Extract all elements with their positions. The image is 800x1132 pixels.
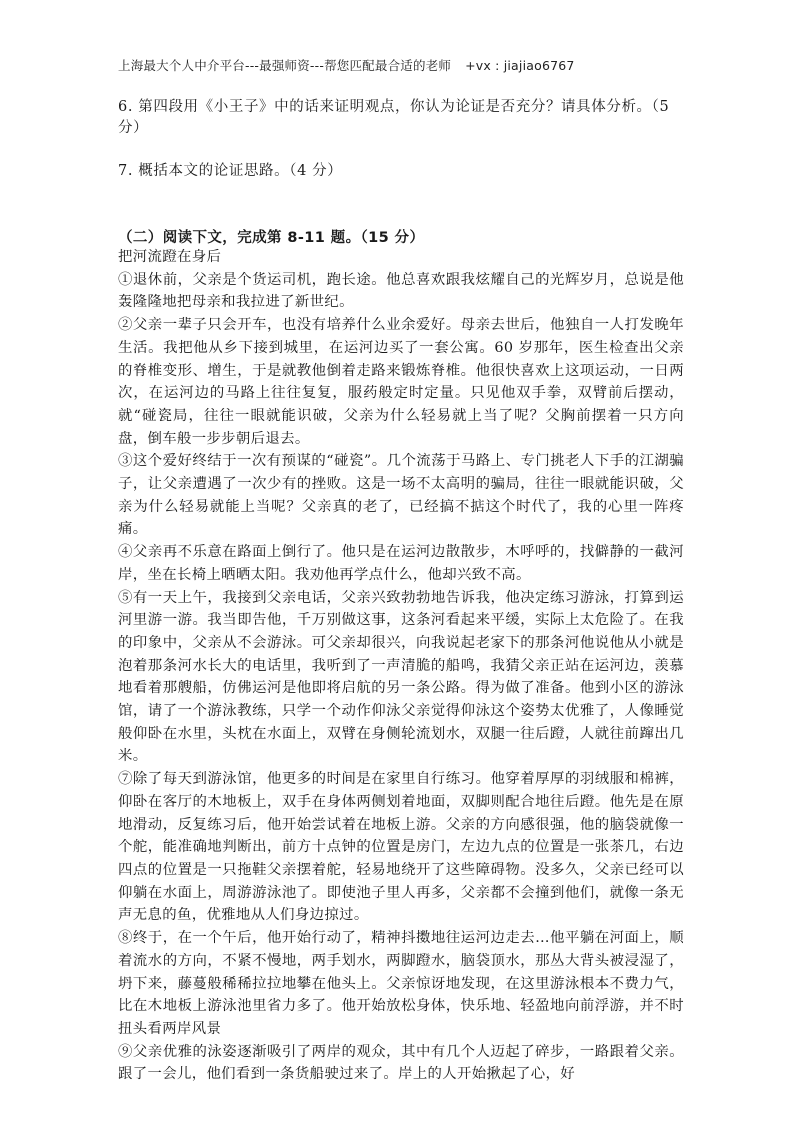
article-paragraph-5: ⑤有一天上午，我接到父亲电话，父亲兴致勃勃地告诉我，他决定练习游泳，打算到运河里游一游。我当即告他，千万别做这事，这条河看起来平缓，实际上太危险了。在我的印象中，父亲从不会游泳。可父亲却很兴，向我说起老家下的那条河他说他从小就是泡着那条河水长大的电话里，我听到了一声清脆的船鸣，我猜父亲正站在运河边，羡慕地看着那艘船，仿佛运河是他即将启航的另一条公路。得为做了准备。他到小区的游泳馆，请了一个游泳教练，只学一个动作仰泳父亲觉得仰泳这个姿势太优雅了，人像睡觉般仰卧在水里，头枕在水面上，双臂在身侧轮流划水，双腿一往后蹬，人就往前蹿出几米。: [118, 589, 684, 765]
page-header: [118, 56, 575, 74]
article-paragraph-7: ⑦除了每天到游泳馆，他更多的时间是在家里自行练习。他穿着厚厚的羽绒服和棉裤，仰卧在客厅的木地板上，双手在身体两侧划着地面，双脚则配合地往后蹬。他先是在原地滑动，反复练习后，他开始尝试着在地板上游。父亲的方向感很强，他的脑袋就像一个舵，能准确地判断出，前方十点钟的位置是房门，左边九点的位置是一张茶几，右边四点的位置是一只拖鞋父亲摆着舵，轻易地绕开了这些障碍物。没多久，父亲已经可以仰躺在水面上，周游游泳池了。即使池子里人再多，父亲都不会撞到他们，就像一条无声无息的鱼，优雅地从人们身边掠过。: [118, 771, 684, 924]
section-title: （二）阅读下文，完成第 8-11 题。（15 分）: [118, 230, 425, 246]
article-paragraph-2: ②父亲一辈子只会开车，也没有培养什么业余爱好。母亲去世后，他独自一人打发晚年生活。我把他从乡下接到城里，在运河边买了一套公寓。60 岁那年，医生检查出父亲的脊椎变形、增生，于是就教他倒着走路来锻炼脊椎。他很快喜欢上这项运动，一日两次，在运河边的马路上往往复复，服药般定时定量。只见他双手拳，双臂前后摆动，就“碰瓷局，往往一眼就能识破，父亲为什么轻易就上当了呢？父胸前摆着一只方向盘，倒车般一步步朝后退去。: [118, 317, 684, 447]
article-paragraph-3: ③这个爱好终结于一次有预谋的“碰瓷”。几个流荡于马路上、专门挑老人下手的江湖骗子，让父亲遭遇了一次少有的挫败。这是一场不太高明的骗局，往往一眼就能识破，父亲为什么轻易就能上当呢？父亲真的老了，已经搞不掂这个时代了，我的心里一阵疼痛。: [118, 453, 684, 538]
article-paragraph-1: ①退休前，父亲是个货运司机，跑长途。他总喜欢跟我炫耀自己的光辉岁月，总说是他轰隆隆地把母亲和我拉进了新世纪。: [118, 271, 684, 311]
article-title: 把河流蹬在身后: [118, 249, 222, 265]
header-text: 上海最大个人中介平台---最强师资---帮您匹配最合适的老师: [118, 58, 452, 73]
article-paragraph-4: ④父亲再不乐意在路面上倒行了。他只是在运河边散散步，木呼呼的，找僻静的一截河岸，坐在长椅上晒晒太阳。我劝他再学点什么，他却兴致不高。: [118, 544, 684, 583]
question-6: 6. 第四段用《小王子》中的话来证明观点，你认为论证是否充分？请具体分析。（5 分）: [118, 99, 670, 136]
question-7: 7. 概括本文的论证思路。（4 分）: [118, 163, 343, 179]
article-paragraph-8: ⑧终于，在一个午后，他开始行动了，精神抖擞地往运河边走去…他平躺在河面上，顺着流水的方向，不紧不慢地，两手划水，两脚蹬水，脑袋顶水，那丛大背头被浸湿了，坍下来，藤蔓般稀稀拉拉地攀在他头上。父亲惊讶地发现，在这里游泳根本不费力气，比在木地板上游泳池里省力多了。他开始放松身体，快乐地、轻盈地向前浮游，并不时扭头看两岸风景: [118, 930, 684, 1037]
header-contact: +vx : jiajiao6767: [465, 58, 575, 73]
article-paragraph-9: ⑨父亲优雅的泳姿逐渐吸引了两岸的观众，其中有几个人迈起了碎步，一路跟着父亲。跟了一会儿，他们看到一条货船驶过来了。岸上的人开始揪起了心，好: [118, 1043, 684, 1083]
article: [118, 246, 684, 1086]
